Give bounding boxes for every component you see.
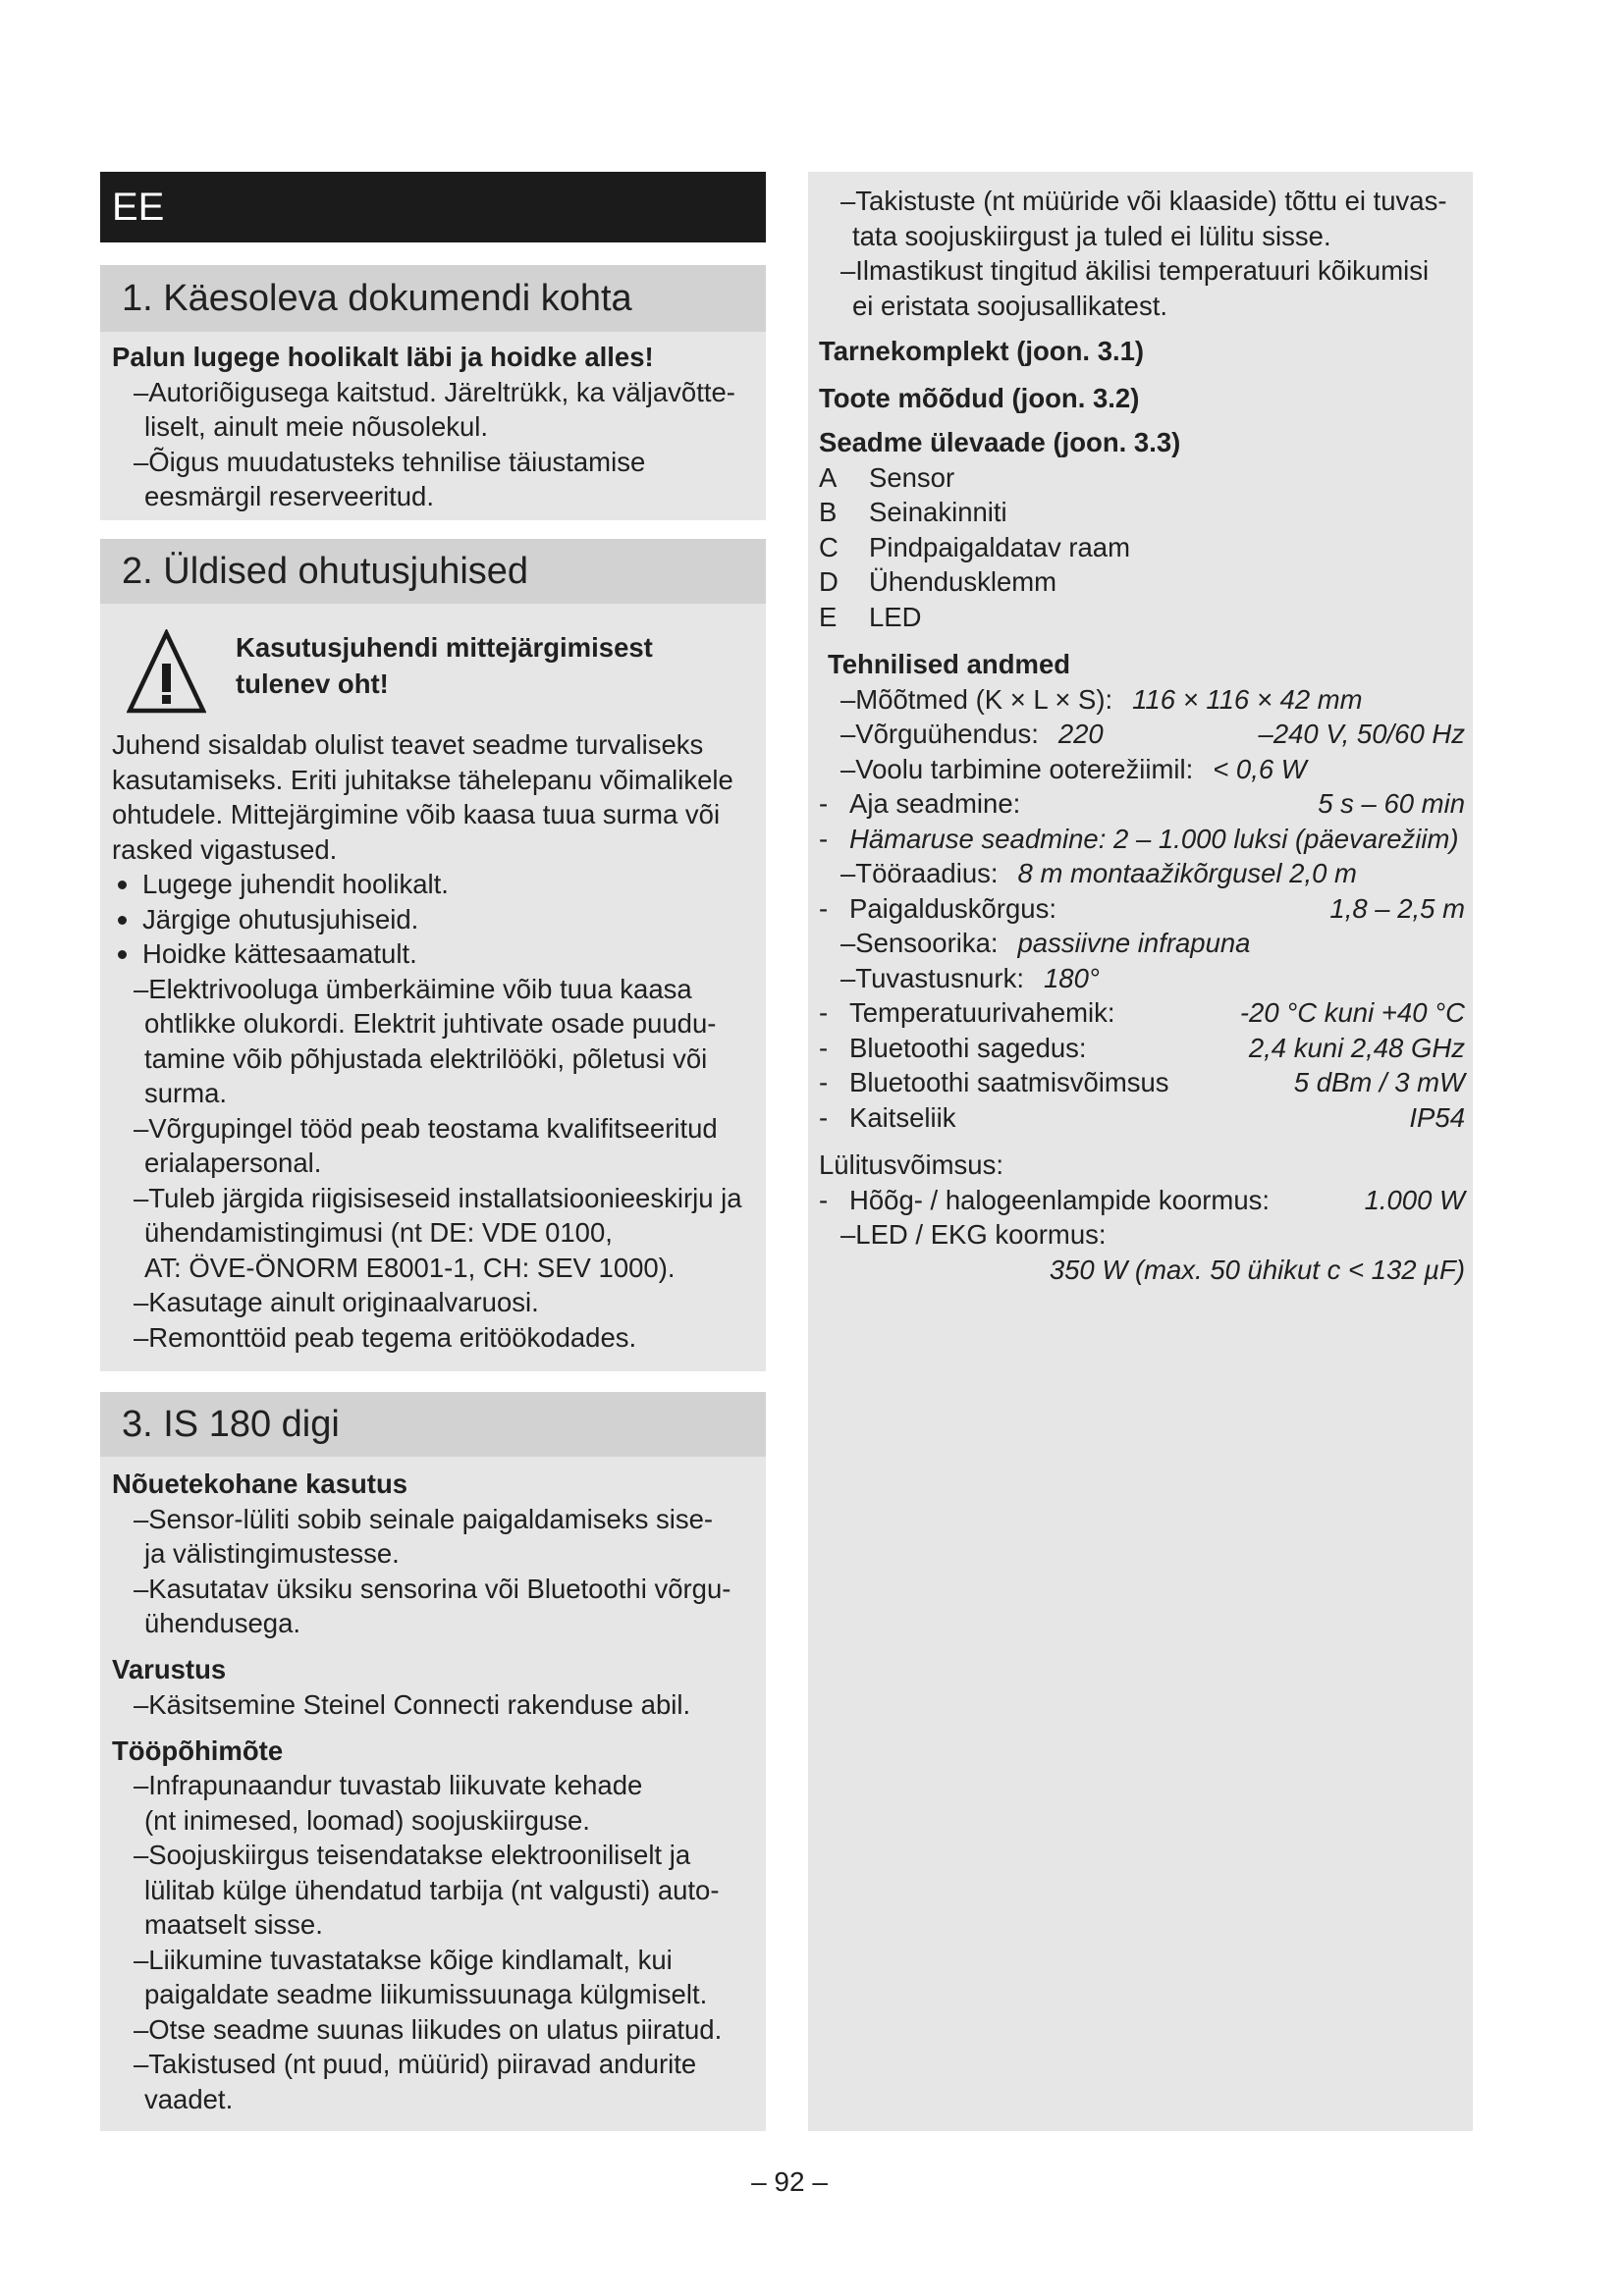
list-item-line: –Kasutatav üksiku sensorina või Bluetoothi võrgu- [134,1573,731,1604]
spec-row-time [819,786,1465,822]
section-title: 2. Üldised ohutusjuhised [122,550,529,592]
spec-value: 116 × 116 × 42 mm [1132,683,1363,715]
paragraph-line: ohtudele. Mittejärgimine võib kaasa tuua surma või [112,799,721,829]
warning-line: tulenev oht! [236,668,389,699]
overview-key: E [819,601,838,632]
spec-row-twilight [819,822,1465,857]
overview-item [819,460,1180,496]
paragraph-line: rasked vigastused. [112,833,338,865]
spec-text: Hämaruse seadmine: 2 – 1.000 luksi (päevarežiim) [849,823,1459,854]
overview-item [819,495,1180,530]
bullet-text: Lugege juhendit hoolikalt. [142,869,449,899]
list-item-line: –Infrapunaandur tuvastab liikuvate kehade [134,1770,643,1800]
list-item-line: –Elektrivooluga ümberkäimine võib tuua kaasa [134,973,692,1004]
overview-heading: Seadme ülevaade (joon. 3.3) [819,427,1181,457]
bullet-text: Hoidke kättesaamatult. [142,938,417,969]
spec-row-angle [819,961,1465,996]
list-item-line: –Ilmastikust tingitud äkilisi temperatuuri kõikumisi [840,255,1430,286]
dimensions-heading: Toote mõõdud (joon. 3.2) [819,383,1140,413]
list-item-line: –Soojuskiirgus teisendatakse elektrooniliselt ja [134,1840,691,1870]
spec-label: –Mõõtmed (K × L × S): [840,683,1113,715]
section-header [100,1392,766,1457]
bullet-icon [118,916,127,925]
spec-row-dimensions [819,682,1465,718]
spec-value: 8 m montaažikõrgusel 2,0 m [1017,858,1357,888]
spec-label: Paigalduskõrgus: [849,892,1056,924]
spec-value: 5 s – 60 min [1318,788,1465,819]
spec-row-standby [819,752,1465,787]
spec-value: < 0,6 W [1213,753,1307,784]
spec-value: 350 W (max. 50 ühikut c < 132 µF) [1049,1254,1465,1285]
spec-label: –LED / EKG koormus: [840,1219,1107,1250]
spec-row-led [819,1217,1465,1253]
spec-label: Aja seadmine: [849,788,1021,819]
section-body [112,340,735,514]
spec-marker: - [819,892,829,924]
overview-label: Ühendusklemm [869,566,1057,597]
spec-label: Hõõg- / halogeenlampide koormus: [849,1184,1271,1215]
spec-row-bt-power [819,1065,1465,1100]
section-title: 1. Käesoleva dokumendi kohta [122,277,632,319]
spec-value: 2,4 kuni 2,48 GHz [1248,1032,1465,1063]
overview-label: Sensor [869,461,955,493]
spec-row-temperature [819,995,1465,1031]
language-badge: EE [112,186,165,229]
spec-marker: - [819,1184,829,1215]
overview-label: Pindpaigaldatav raam [869,531,1131,562]
spec-label: –Tööraadius: [840,858,999,888]
list-item-line: –Takistuste (nt müüride või klaaside) tõttu ei tuvas- [840,186,1447,216]
technical-data [819,647,1465,1135]
section-header [100,539,766,604]
list-item-line: (nt inimesed, loomad) soojuskiirguse. [144,1804,590,1836]
list-item-line: –Remonttöid peab tegema eritöökodades. [134,1321,637,1353]
technical-data-heading: Tehnilised andmed [828,649,1071,679]
list-item-line: AT: ÖVE-ÖNORM E8001-1, CH: SEV 1000). [144,1252,676,1283]
list-item-line: ja välistingimustesse. [144,1538,400,1569]
bullet-text: Järgige ohutusjuhiseid. [142,903,419,934]
list-item-line: tata soojuskiirgust ja tuled ei lülitu sisse. [852,220,1331,251]
bullet-item [112,902,742,937]
switching-capacity [819,1148,1465,1287]
spec-row-bt-frequency [819,1031,1465,1066]
page-number: – 92 – [751,2166,828,2197]
overview-key: B [819,497,838,527]
list-item-line: ei eristata soojusallikatest. [852,290,1167,321]
spec-marker: - [819,1101,829,1133]
subheading: Varustus [112,1654,227,1684]
list-item-line: –Õigus muudatusteks tehnilise täiustamise [134,446,646,477]
list-item-line: erialapersonal. [144,1148,322,1178]
bullet-item [112,867,742,902]
list-item-line: ohtlikke olukordi. Elektrit juhtivate osade puudu- [144,1008,717,1039]
section-safety [100,539,766,1371]
spec-value: passiivne infrapuna [1017,928,1251,958]
spec-row-height [819,891,1465,927]
spec-row-protection [819,1100,1465,1136]
right-intro [840,184,1447,323]
switching-heading: Lülitusvõimsus: [819,1149,1003,1180]
section-title: 3. IS 180 digi [122,1403,340,1445]
list-item-line: liselt, ainult meie nõusolekul. [144,411,489,442]
list-item-line: eesmärgil reserveeritud. [144,481,434,511]
paragraph-line: kasutamiseks. Eriti juhitakse tähelepanu võimalikele [112,764,733,795]
subheading: Nõuetekohane kasutus [112,1468,408,1499]
spec-row-mains [819,717,1465,752]
language-badge-bar [100,172,766,242]
spec-value: 1,8 – 2,5 m [1329,892,1465,924]
overview-label: Seinakinniti [869,497,1007,527]
overview-item [819,564,1180,600]
spec-value: 220 [1057,719,1104,749]
section-lead: Palun lugege hoolikalt läbi ja hoidke alles! [112,342,654,372]
list-item-line: paigaldate seadme liikumissuunaga külgmiselt. [144,1979,708,2009]
spec-row-range [819,856,1465,891]
bullet-icon [118,950,127,959]
spec-value: 1.000 W [1364,1184,1465,1215]
section-header [100,265,766,332]
list-item-line: –Võrgupingel tööd peab teostama kvalifitseeritud [134,1112,718,1144]
section-body [112,1467,731,2116]
device-overview [819,425,1180,634]
delivery-heading: Tarnekomplekt (joon. 3.1) [819,336,1145,366]
spec-marker: - [819,823,829,854]
spec-marker: - [819,1067,829,1097]
list-item-line: –Sensor-lüliti sobib seinale paigaldamiseks sise- [134,1503,714,1534]
spec-row-led-value [819,1253,1465,1288]
spec-row-sensor [819,926,1465,961]
list-item-line: –Tuleb järgida riigisiseseid installatsioonieeskirju ja [134,1182,742,1213]
list-item-line: maatselt sisse. [144,1909,323,1940]
warning-triangle-icon [127,629,206,715]
overview-key: C [819,531,839,562]
spec-value: 180° [1043,962,1100,993]
spec-value: –240 V, 50/60 Hz [1258,719,1465,749]
bullet-icon [118,881,127,889]
list-item-line: –Otse seadme suunas liikudes on ulatus piiratud. [134,2013,723,2045]
warning-text [236,629,653,702]
spec-label: –Voolu tarbimine ooterežiimil: [840,753,1194,784]
spec-label: –Sensoorika: [840,928,999,958]
list-item-line: surma. [144,1078,228,1108]
spec-value: -20 °C kuni +40 °C [1239,997,1465,1028]
paragraph-line: Juhend sisaldab olulist teavet seadme turvaliseks [112,729,704,760]
spec-value: IP54 [1409,1101,1465,1133]
spec-label: Temperatuurivahemik: [849,997,1115,1028]
list-item-line: –Autoriõigusega kaitstud. Järeltrükk, ka väljavõtte- [134,376,735,407]
section-body [112,727,742,1355]
list-item-line: vaadet. [144,2083,234,2114]
bullet-item [112,936,742,972]
right-column [808,172,1473,2131]
spec-label: Bluetoothi sagedus: [849,1032,1087,1063]
overview-item [819,530,1180,565]
list-item-line: –Kasutage ainult originaalvaruosi. [134,1287,539,1317]
list-item-line: –Käsitsemine Steinel Connecti rakenduse abil. [134,1688,691,1720]
spec-label: Kaitseliik [849,1101,956,1133]
spec-marker: - [819,997,829,1028]
subheading: Tööpõhimõte [112,1735,284,1766]
overview-key: D [819,566,839,597]
spec-label: Bluetoothi saatmisvõimsus [849,1067,1169,1097]
spec-marker: - [819,1032,829,1063]
spec-value: 5 dBm / 3 mW [1293,1067,1465,1097]
list-item-line: tamine võib põhjustada elektrilööki, põletusi või [144,1042,708,1074]
list-item-line: –Liikumine tuvastatakse kõige kindlamalt, kui [134,1944,673,1975]
section-document-info [100,265,766,520]
list-item-line: –Takistused (nt puud, müürid) piiravad andurite [134,2049,697,2079]
list-item-line: lülitab külge ühendatud tarbija (nt valgusti) auto- [144,1874,720,1905]
list-item-line: ühendusega. [144,1608,301,1638]
spec-row-incandescent [819,1183,1465,1218]
warning-line: Kasutusjuhendi mittejärgimisest [236,632,653,663]
spec-label: –Tuvastusnurk: [840,962,1024,993]
spec-marker: - [819,788,829,819]
overview-label: LED [869,601,922,632]
spec-label: –Võrguühendus: [840,719,1039,749]
overview-item [819,600,1180,635]
list-item-line: ühendamistingimusi (nt DE: VDE 0100, [144,1217,613,1248]
section-product [100,1392,766,2131]
overview-key: A [819,461,838,493]
